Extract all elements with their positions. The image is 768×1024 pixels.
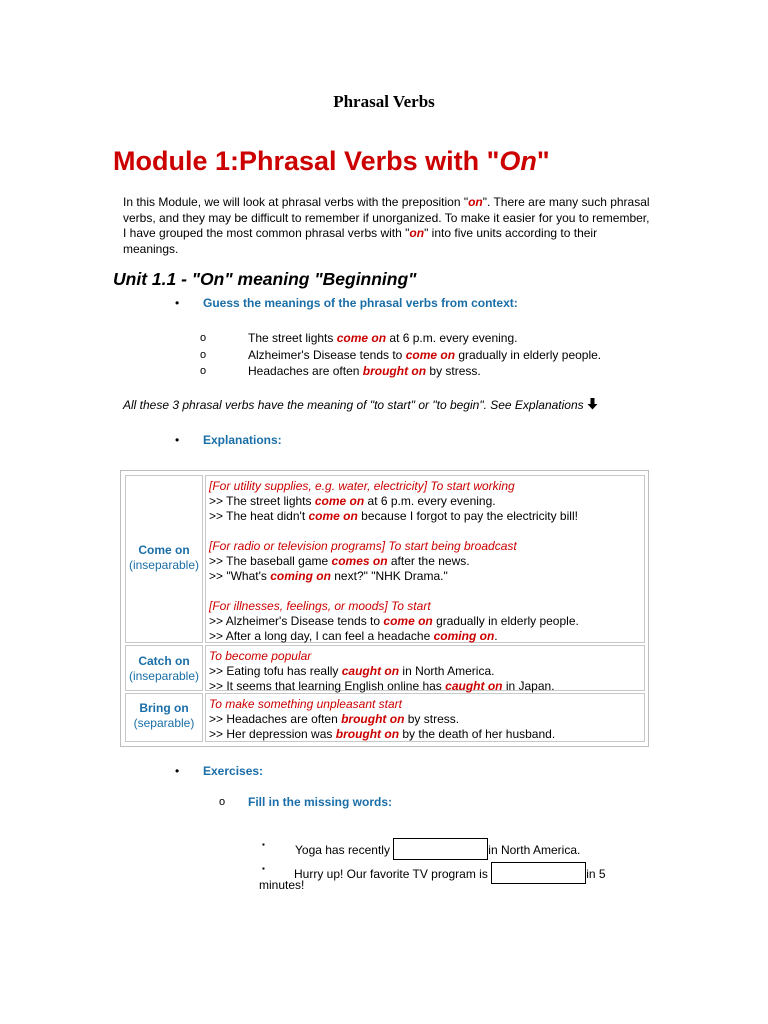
circle-bullet-icon: o <box>219 796 226 808</box>
example-text: >> Eating tofu has really <box>209 664 342 678</box>
sense-label: [For utility supplies, e.g. water, electricity] To start working <box>209 479 515 493</box>
example-verb: come on <box>405 348 456 362</box>
definition-cell-come-on <box>205 475 645 643</box>
example-verb: caught on <box>445 679 503 693</box>
square-bullet-icon: ▪ <box>262 840 265 849</box>
example-sentence <box>248 364 481 378</box>
exercise-question-2 <box>294 862 606 884</box>
note-text <box>123 398 598 413</box>
unit-title: Unit 1.1 - "On" meaning "Beginning" <box>113 269 417 289</box>
example-line <box>209 629 644 644</box>
example-verb: come on <box>308 509 358 523</box>
example-text: at 6 p.m. every evening. <box>386 331 518 345</box>
example-text: after the news. <box>387 554 470 568</box>
example-text: >> It seems that learning English online has <box>209 679 446 693</box>
example-line <box>209 679 644 694</box>
circle-bullet-icon: o <box>200 332 207 344</box>
circle-bullet-icon: o <box>200 365 207 377</box>
term-cell-catch-on <box>125 645 203 691</box>
note-content: All these 3 phrasal verbs have the meaning of "to start" or "to begin". See Explanations <box>123 398 584 412</box>
example-line <box>209 494 644 509</box>
intro-paragraph <box>123 195 653 257</box>
sense-label: [For illnesses, feelings, or moods] To start <box>209 599 431 613</box>
example-sentence <box>248 348 601 362</box>
module-title <box>113 146 550 177</box>
example-verb: come on <box>336 331 387 345</box>
arrow-down-icon[interactable] <box>587 398 598 413</box>
question-text: Yoga has recently <box>295 843 394 857</box>
example-text: >> After a long day, I can feel a headache <box>209 629 434 643</box>
exercise-question-1 <box>295 838 580 860</box>
example-text: by the death of her husband. <box>399 727 556 741</box>
square-bullet-icon: ▪ <box>262 864 265 873</box>
example-verb: come on <box>314 494 365 508</box>
module-title-prefix: Module 1:Phrasal Verbs with " <box>113 146 500 176</box>
example-line <box>209 727 644 742</box>
question-text: in 5 <box>586 867 606 881</box>
definition-cell-catch-on <box>205 645 645 691</box>
intro-text-3: " into five units according to their meanings. <box>123 226 598 256</box>
intro-on-2: on <box>409 226 425 240</box>
example-text: at 6 p.m. every evening. <box>364 494 496 508</box>
term-cell-bring-on <box>125 693 203 742</box>
example-text: Headaches are often <box>248 364 363 378</box>
question-text: Hurry up! Our favorite TV program is <box>294 867 492 881</box>
example-text: >> Her depression was <box>209 727 336 741</box>
bullet-icon: • <box>175 433 180 447</box>
example-verb: coming on <box>270 569 331 583</box>
term-type: (separable) <box>133 716 195 730</box>
exercises-heading: Exercises: <box>203 764 264 778</box>
example-text: >> The baseball game <box>209 554 332 568</box>
example-text: The street lights <box>248 331 337 345</box>
term-type: (inseparable) <box>128 669 200 683</box>
example-verb: brought on <box>362 364 427 378</box>
example-text: in North America. <box>399 664 495 678</box>
term-cell-come-on <box>125 475 203 643</box>
example-line <box>209 664 644 679</box>
example-line <box>209 569 644 584</box>
example-line <box>209 509 644 524</box>
example-text: in Japan. <box>502 679 555 693</box>
explanations-heading: Explanations: <box>203 433 282 447</box>
intro-on-1: on <box>468 195 483 209</box>
explanations-table <box>120 470 649 747</box>
module-title-on: On <box>499 146 537 176</box>
intro-text-2: ". There are many such phrasal verbs, and they may be difficult to remember if unorganized. To make it easier for you to remember, I have grouped the most common phrasal verbs with " <box>123 195 650 240</box>
example-text: next?" "NHK Drama." <box>330 569 448 583</box>
example-text: >> Alzheimer's Disease tends to <box>209 614 384 628</box>
example-verb: comes on <box>331 554 388 568</box>
question-continuation: minutes! <box>259 878 305 892</box>
term-type: (inseparable) <box>128 558 200 572</box>
answer-input-1[interactable] <box>393 838 488 860</box>
example-text: gradually in elderly people. <box>432 614 579 628</box>
term-verb: Come on <box>138 543 190 557</box>
example-text: >> The heat didn't <box>209 509 309 523</box>
example-sentence <box>248 331 517 345</box>
example-verb: coming on <box>433 629 495 643</box>
bullet-icon: • <box>175 296 180 310</box>
example-verb: brought on <box>341 712 405 726</box>
example-line <box>209 614 644 629</box>
example-text: by stress. <box>426 364 481 378</box>
example-verb: brought on <box>335 727 400 741</box>
sense-label: [For radio or television programs] To start being broadcast <box>209 539 517 553</box>
circle-bullet-icon: o <box>200 349 207 361</box>
fill-heading: Fill in the missing words: <box>248 795 393 809</box>
intro-text-1: In this Module, we will look at phrasal verbs with the preposition " <box>123 195 469 209</box>
example-text: gradually in elderly people. <box>455 348 602 362</box>
question-text: in North America. <box>488 843 581 857</box>
example-text: >> "What's <box>209 569 271 583</box>
example-text: >> The street lights <box>209 494 315 508</box>
example-line <box>209 712 644 727</box>
example-text: because I forgot to pay the electricity bill! <box>357 509 578 523</box>
bullet-icon: • <box>175 764 180 778</box>
example-text: . <box>494 629 498 643</box>
sense-label: To become popular <box>209 649 312 663</box>
example-text: Alzheimer's Disease tends to <box>248 348 406 362</box>
example-verb: caught on <box>341 664 400 678</box>
example-text: >> Headaches are often <box>209 712 342 726</box>
document-title: Phrasal Verbs <box>333 92 435 111</box>
sense-label: To make something unpleasant start <box>209 697 403 711</box>
example-line <box>209 554 644 569</box>
term-verb: Catch on <box>138 654 190 668</box>
module-title-suffix: " <box>536 146 550 176</box>
guess-heading: Guess the meanings of the phrasal verbs from context: <box>203 296 518 310</box>
answer-input-2[interactable] <box>491 862 586 884</box>
example-text: by stress. <box>404 712 460 726</box>
definition-cell-bring-on <box>205 693 645 742</box>
example-verb: come on <box>383 614 433 628</box>
term-verb: Bring on <box>139 701 189 715</box>
